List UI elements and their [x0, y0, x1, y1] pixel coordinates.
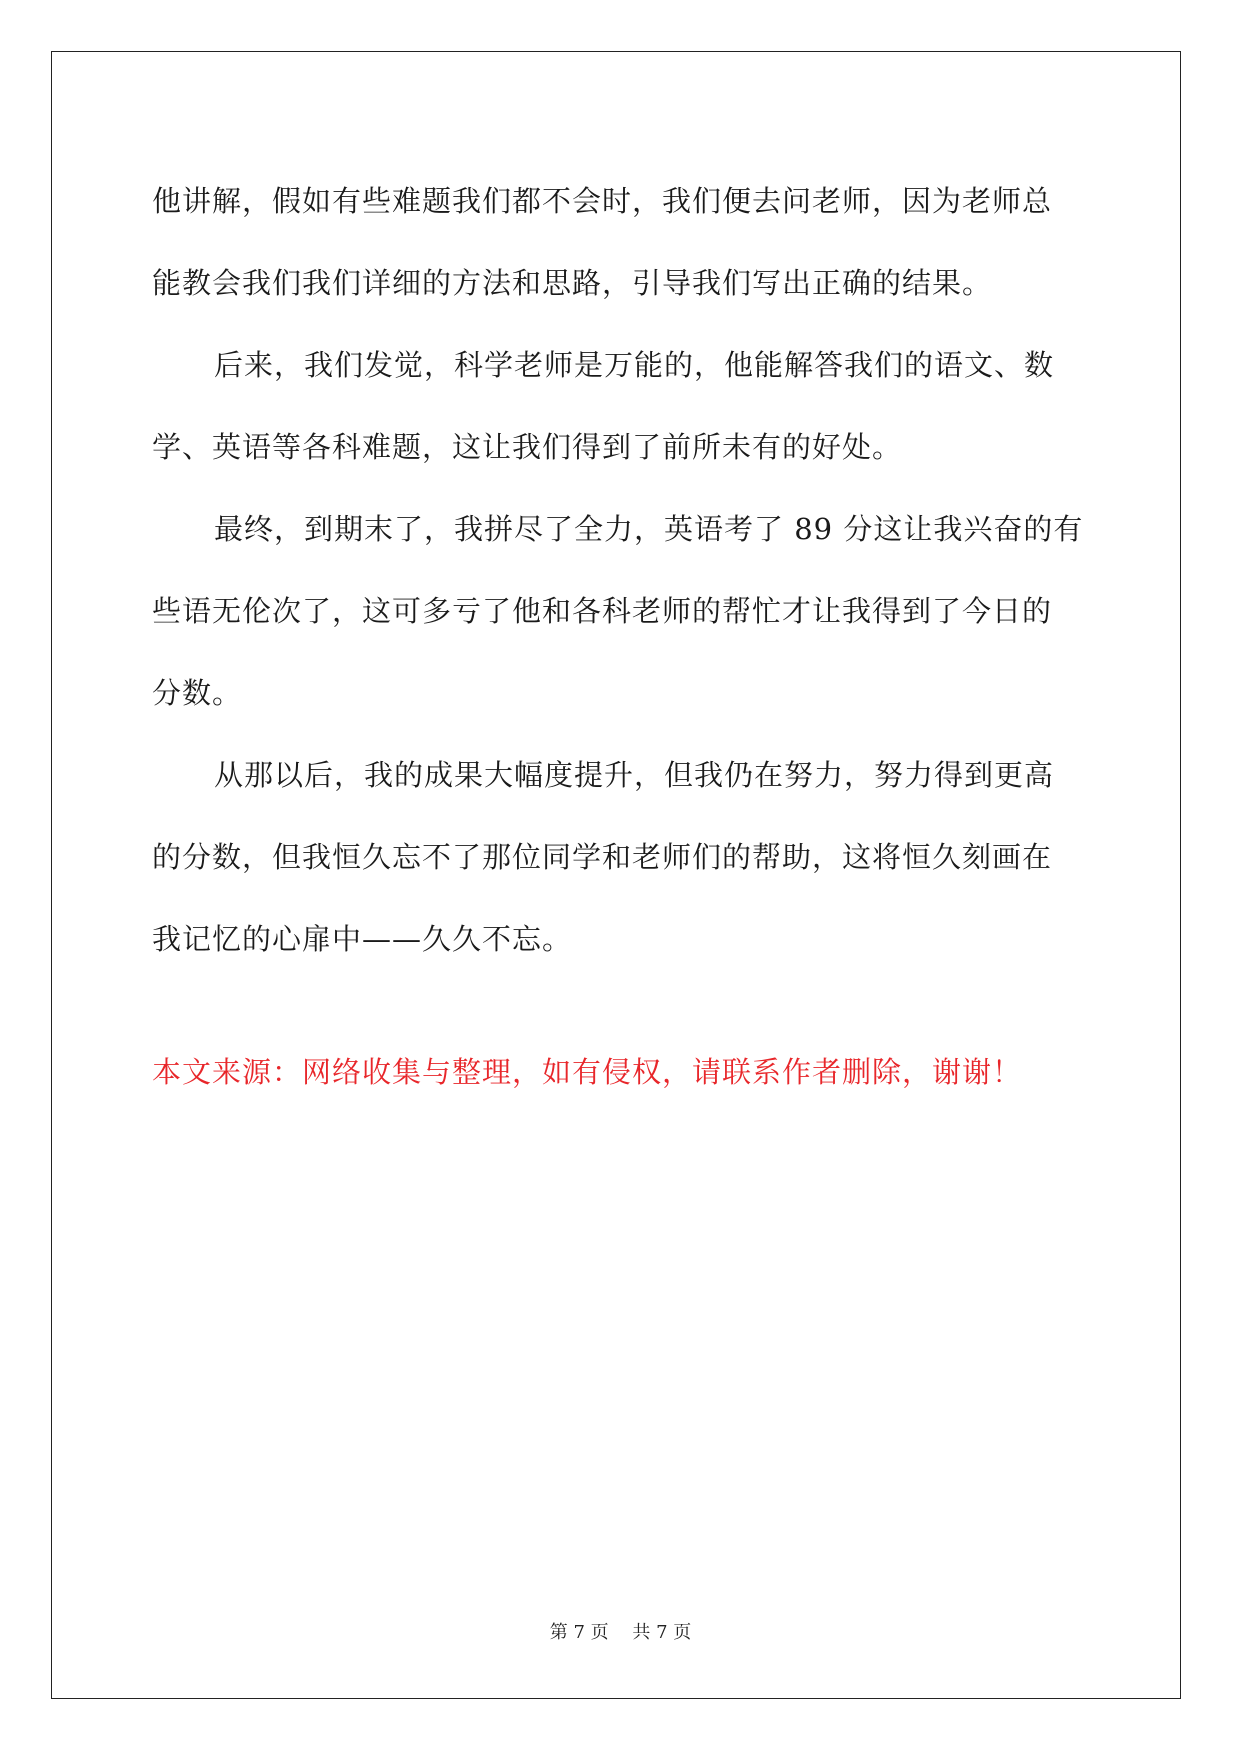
- paragraph-line: 他讲解，假如有些难题我们都不会时，我们便去问老师，因为老师总: [152, 184, 1053, 218]
- paragraph-line: 后来，我们发觉，科学老师是万能的，他能解答我们的语文、数: [214, 348, 1055, 382]
- paragraph-line: 学、英语等各科难题，这让我们得到了前所未有的好处。: [152, 430, 903, 464]
- page-number: 第 7 页: [549, 1622, 609, 1643]
- paragraph-line: 能教会我们我们详细的方法和思路，引导我们写出正确的结果。: [152, 266, 993, 300]
- paragraph-line: 分数。: [152, 676, 243, 710]
- paragraph-line: 的分数，但我恒久忘不了那位同学和老师们的帮助，这将恒久刻画在: [152, 840, 1053, 874]
- paragraph-line: 从那以后，我的成果大幅度提升，但我仍在努力，努力得到更高: [214, 758, 1055, 792]
- document-body: [152, 160, 1087, 980]
- paragraph-line: 最终，到期末了，我拼尽了全力，英语考了 89 分这让我兴奋的有: [214, 512, 1084, 546]
- total-pages: 共 7 页: [632, 1622, 692, 1643]
- page-footer: [0, 1618, 1241, 1644]
- paragraph-line: 我记忆的心扉中——久久不忘。: [152, 922, 573, 956]
- source-note: 本文来源：网络收集与整理，如有侵权，请联系作者删除，谢谢！: [152, 1055, 1023, 1089]
- paragraph-line: 些语无伦次了，这可多亏了他和各科老师的帮忙才让我得到了今日的: [152, 594, 1053, 628]
